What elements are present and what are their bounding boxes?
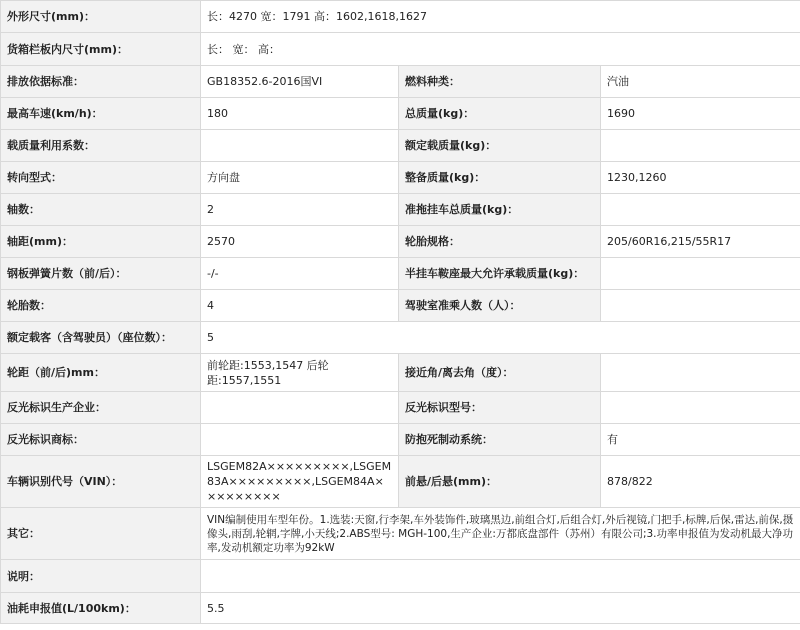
table-row — [1, 508, 800, 560]
value-exterior-size: 长：4270 宽：1791 高：1602,1618,1627 — [201, 1, 800, 33]
label-fuel-consumption: 油耗申报值(L/100km)： — [1, 593, 201, 624]
value-total-mass: 1690 — [601, 98, 800, 130]
label-exterior-size: 外形尺寸(mm)： — [1, 1, 201, 33]
label-fuel-type: 燃料种类： — [399, 66, 601, 98]
value-trailer-mass — [601, 194, 800, 226]
label-notes: 说明： — [1, 560, 201, 593]
table-row — [1, 98, 800, 130]
label-overhang: 前悬/后悬(mm)： — [399, 456, 601, 508]
value-overhang: 878/822 — [601, 456, 800, 508]
label-tire-spec: 轮胎规格： — [399, 226, 601, 258]
table-row — [1, 130, 800, 162]
value-rated-load — [601, 130, 800, 162]
label-cargo-box-size: 货箱栏板内尺寸(mm)： — [1, 33, 201, 66]
label-load-utilization: 载质量利用系数： — [1, 130, 201, 162]
value-wheelbase: 2570 — [201, 226, 399, 258]
table-row — [1, 258, 800, 290]
value-reflector-model — [601, 392, 800, 424]
table-row — [1, 33, 800, 66]
table-row — [1, 593, 800, 624]
value-emission-standard: GB18352.6-2016国VI — [201, 66, 399, 98]
table-row — [1, 194, 800, 226]
value-load-utilization — [201, 130, 399, 162]
label-wheelbase: 轴距(mm)： — [1, 226, 201, 258]
label-tire-count: 轮胎数： — [1, 290, 201, 322]
value-notes — [201, 560, 800, 593]
label-abs: 防抱死制动系统： — [399, 424, 601, 456]
table-row — [1, 392, 800, 424]
value-tire-spec: 205/60R16,215/55R17 — [601, 226, 800, 258]
value-tire-count: 4 — [201, 290, 399, 322]
value-vin: LSGEM82A×××××××××,LSGEM83A×××××××××,LSGEM84A××××××××× — [201, 456, 399, 508]
label-reflector-model: 反光标识型号： — [399, 392, 601, 424]
label-trailer-mass: 准拖挂车总质量(kg)： — [399, 194, 601, 226]
label-rated-passengers: 额定载客（含驾驶员）（座位数）： — [1, 322, 201, 354]
value-reflector-brand — [201, 424, 399, 456]
label-emission-standard: 排放依据标准： — [1, 66, 201, 98]
label-rated-load: 额定载质量(kg)： — [399, 130, 601, 162]
table-row — [1, 162, 800, 194]
label-total-mass: 总质量(kg)： — [399, 98, 601, 130]
value-steering-type: 方向盘 — [201, 162, 399, 194]
label-other: 其它： — [1, 508, 201, 560]
label-reflector-brand: 反光标识商标： — [1, 424, 201, 456]
table-row — [1, 66, 800, 98]
table-row — [1, 290, 800, 322]
value-cargo-box-size: 长： 宽： 高： — [201, 33, 800, 66]
value-rated-passengers: 5 — [201, 322, 800, 354]
label-steering-type: 转向型式： — [1, 162, 201, 194]
value-abs: 有 — [601, 424, 800, 456]
label-saddle-load: 半挂车鞍座最大允许承载质量(kg)： — [399, 258, 601, 290]
table-row — [1, 560, 800, 593]
value-axle-count: 2 — [201, 194, 399, 226]
label-max-speed: 最高车速(km/h)： — [1, 98, 201, 130]
label-axle-count: 轴数： — [1, 194, 201, 226]
table-row — [1, 226, 800, 258]
value-curb-mass: 1230,1260 — [601, 162, 800, 194]
table-row — [1, 322, 800, 354]
value-saddle-load — [601, 258, 800, 290]
label-curb-mass: 整备质量(kg)： — [399, 162, 601, 194]
label-reflector-maker: 反光标识生产企业： — [1, 392, 201, 424]
value-leaf-springs: -/- — [201, 258, 399, 290]
value-approach-departure — [601, 354, 800, 392]
value-fuel-type: 汽油 — [601, 66, 800, 98]
label-vin: 车辆识别代号（VIN）： — [1, 456, 201, 508]
label-track-width: 轮距（前/后)mm： — [1, 354, 201, 392]
label-approach-departure: 接近角/离去角（度）： — [399, 354, 601, 392]
label-cab-capacity: 驾驶室准乘人数（人）： — [399, 290, 601, 322]
value-fuel-consumption: 5.5 — [201, 593, 800, 624]
value-other: VIN编制使用车型年份。1.选装:天窗,行李架,车外装饰件,玻璃黑边,前组合灯,后组合灯,外后视镜,门把手,标牌,后保,雷达,前保,摄像头,雨刮,轮辋,字牌,小天线;2.ABS型号: MGH-100,生产企业:万都底盘部件（苏州）有限公司;3.功率申报值为发动机最大净功率,发动机额定功率为92kW — [201, 508, 800, 560]
value-max-speed: 180 — [201, 98, 399, 130]
value-track-width: 前轮距:1553,1547 后轮距:1557,1551 — [201, 354, 399, 392]
table-row — [1, 354, 800, 392]
table-row — [1, 1, 800, 33]
table-row — [1, 456, 800, 508]
table-row — [1, 424, 800, 456]
value-cab-capacity — [601, 290, 800, 322]
value-reflector-maker — [201, 392, 399, 424]
label-leaf-springs: 钢板弹簧片数（前/后）： — [1, 258, 201, 290]
